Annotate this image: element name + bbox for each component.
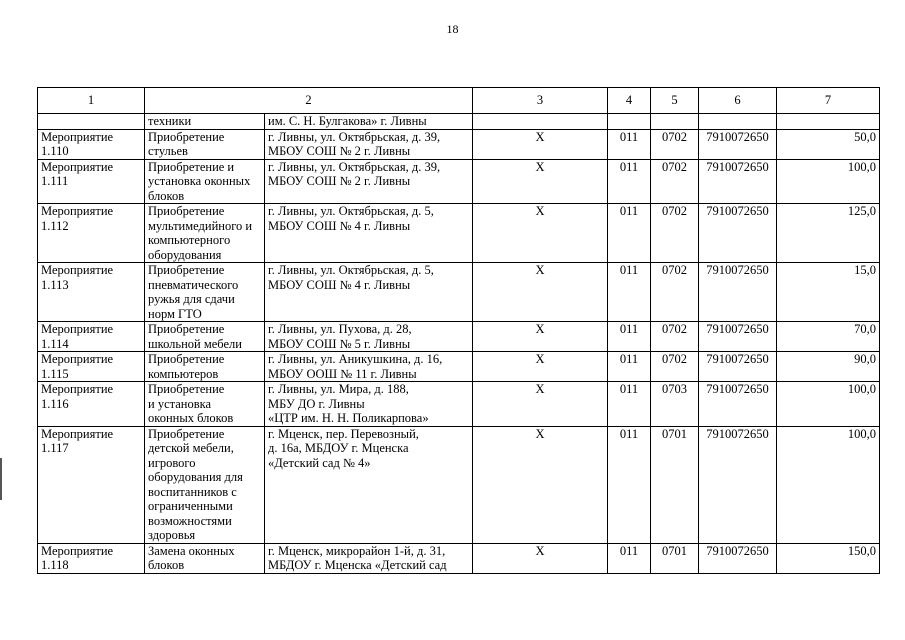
- measure-name-cell-line: возможностями: [148, 513, 232, 528]
- col4-cell: 011: [608, 382, 651, 427]
- continuation-row: [38, 114, 880, 130]
- measure-place-cell: [265, 129, 473, 159]
- measure-name-cell-line: блоков: [148, 558, 185, 572]
- col6-cell: 7910072650: [699, 322, 777, 352]
- measure-name-cell: [145, 263, 265, 322]
- col3-cell: Х: [473, 543, 608, 573]
- table-row: [38, 382, 880, 427]
- col5-cell: 0703: [651, 382, 699, 427]
- continuation-cell-1: [38, 114, 145, 130]
- measure-label-cell: [38, 322, 145, 352]
- continuation-cell-7: [777, 114, 880, 130]
- amount-cell: 125,0: [777, 204, 880, 263]
- table-row: [38, 322, 880, 352]
- header-col-7: 7: [777, 88, 880, 114]
- header-col-3: 3: [473, 88, 608, 114]
- measure-place-cell-line: г. Ливны, ул. Аникушкина, д. 16,: [268, 352, 443, 366]
- col4-cell: 011: [608, 159, 651, 204]
- measure-place-cell-line: МБОУ СОШ № 4 г. Ливны: [268, 277, 411, 292]
- measure-place-cell-line: МБОУ СОШ № 4 г. Ливны: [268, 218, 411, 233]
- col3-cell: Х: [473, 263, 608, 322]
- measure-name-cell: [145, 159, 265, 204]
- measure-name-cell: [145, 352, 265, 382]
- table-row: [38, 263, 880, 322]
- table-row: [38, 204, 880, 263]
- measures-table: [37, 87, 880, 574]
- measure-label-cell-line: Мероприятие: [41, 426, 114, 441]
- measure-place-cell-line: д. 16а, МБДОУ г. Мценска: [268, 441, 409, 455]
- amount-cell: 100,0: [777, 382, 880, 427]
- measure-name-cell: [145, 382, 265, 427]
- measure-name-cell: [145, 204, 265, 263]
- col5-cell: 0701: [651, 543, 699, 573]
- amount-cell: 70,0: [777, 322, 880, 352]
- measure-place-cell-line: г. Ливны, ул. Октябрьская, д. 5,: [268, 204, 434, 218]
- measure-place-cell-line: г. Мценск, микрорайон 1-й, д. 31,: [268, 543, 446, 558]
- col3-cell: Х: [473, 352, 608, 382]
- measure-place-cell-line: г. Ливны, ул. Октябрьская, д. 39,: [268, 159, 441, 174]
- measure-place-cell-line: г. Ливны, ул. Октябрьская, д. 39,: [268, 129, 441, 144]
- measure-label-cell-line: Мероприятие: [41, 263, 114, 277]
- header-col-6: 6: [699, 88, 777, 114]
- col3-cell: Х: [473, 426, 608, 543]
- measure-name-cell-line: установка оконных: [148, 174, 251, 188]
- col4-cell: 011: [608, 543, 651, 573]
- amount-cell: 100,0: [777, 159, 880, 204]
- measure-label-cell: [38, 129, 145, 159]
- measure-name-cell-line: Приобретение: [148, 129, 225, 144]
- measure-place-cell-line: МБОУ СОШ № 5 г. Ливны: [268, 336, 411, 351]
- measure-place-cell: [265, 159, 473, 204]
- col4-cell: 011: [608, 129, 651, 159]
- table-row: [38, 352, 880, 382]
- measure-name-cell-line: детской мебели,: [148, 441, 234, 455]
- amount-cell: 15,0: [777, 263, 880, 322]
- measure-label-cell-line: Мероприятие: [41, 382, 114, 396]
- col6-cell: 7910072650: [699, 263, 777, 322]
- measure-name-cell-line: компьютеров: [148, 366, 219, 381]
- measure-name-cell-line: Приобретение и: [148, 159, 235, 174]
- measure-name-cell: [145, 543, 265, 573]
- col3-cell: Х: [473, 159, 608, 204]
- continuation-cell-place: им. С. Н. Булгакова» г. Ливны: [265, 114, 473, 130]
- col3-cell: Х: [473, 322, 608, 352]
- measure-place-cell: [265, 382, 473, 427]
- col4-cell: 011: [608, 322, 651, 352]
- col5-cell: 0702: [651, 263, 699, 322]
- measure-name-cell-line: ружья для сдачи: [148, 292, 235, 306]
- measure-label-cell: [38, 263, 145, 322]
- header-col-4: 4: [608, 88, 651, 114]
- measure-name-cell-line: воспитанников с: [148, 484, 237, 499]
- measure-name-cell-line: норм ГТО: [148, 306, 202, 321]
- table-row: [38, 543, 880, 573]
- page-number: 18: [446, 22, 459, 36]
- measure-label-cell: [38, 204, 145, 263]
- table-row: [38, 159, 880, 204]
- measure-label-cell-line: 1.113: [41, 277, 69, 292]
- continuation-cell-6: [699, 114, 777, 130]
- col6-cell: 7910072650: [699, 159, 777, 204]
- header-col-1: 1: [38, 88, 145, 114]
- measure-name-cell-line: стульев: [148, 144, 188, 158]
- measure-label-cell-line: 1.117: [41, 441, 69, 455]
- measure-place-cell-line: г. Ливны, ул. Мира, д. 188,: [268, 382, 409, 396]
- col4-cell: 011: [608, 426, 651, 543]
- table-row: [38, 129, 880, 159]
- measure-label-cell-line: 1.114: [41, 336, 69, 351]
- measure-place-cell-line: МБОУ ООШ № 11 г. Ливны: [268, 366, 417, 381]
- continuation-cell-3: [473, 114, 608, 130]
- measure-name-cell-line: блоков: [148, 188, 185, 203]
- measure-label-cell-line: Мероприятие: [41, 352, 114, 366]
- measure-label-cell-line: Мероприятие: [41, 322, 114, 336]
- measure-name-cell-line: Приобретение: [148, 382, 225, 396]
- col4-cell: 011: [608, 204, 651, 263]
- col6-cell: 7910072650: [699, 204, 777, 263]
- measure-name-cell: [145, 129, 265, 159]
- header-col-5: 5: [651, 88, 699, 114]
- measure-place-cell-line: МБДОУ г. Мценска «Детский сад: [268, 558, 447, 572]
- measure-place-cell-line: МБУ ДО г. Ливны: [268, 396, 365, 411]
- measure-name-cell-line: здоровья: [148, 528, 196, 542]
- measure-name-cell-line: Приобретение: [148, 322, 225, 336]
- measure-name-cell-line: школьной мебели: [148, 336, 242, 351]
- col3-cell: Х: [473, 204, 608, 263]
- col3-cell: Х: [473, 129, 608, 159]
- measure-label-cell-line: 1.118: [41, 558, 69, 572]
- col5-cell: 0702: [651, 159, 699, 204]
- col5-cell: 0702: [651, 352, 699, 382]
- measure-name-cell-line: Приобретение: [148, 204, 225, 218]
- col5-cell: 0702: [651, 204, 699, 263]
- margin-mark: [0, 458, 2, 500]
- measure-name-cell-line: Замена оконных: [148, 543, 235, 558]
- header-row: [38, 88, 880, 114]
- col6-cell: 7910072650: [699, 129, 777, 159]
- measure-label-cell-line: Мероприятие: [41, 204, 114, 218]
- measure-name-cell-line: Приобретение: [148, 263, 225, 277]
- measure-name-cell-line: мультимедийного и: [148, 218, 253, 233]
- table-row: [38, 426, 880, 543]
- measure-label-cell-line: Мероприятие: [41, 543, 114, 558]
- col5-cell: 0702: [651, 322, 699, 352]
- measure-label-cell-line: 1.111: [41, 174, 69, 188]
- col5-cell: 0702: [651, 129, 699, 159]
- measure-place-cell: [265, 352, 473, 382]
- measure-place-cell: [265, 543, 473, 573]
- amount-cell: 100,0: [777, 426, 880, 543]
- measure-name-cell: [145, 322, 265, 352]
- measure-name-cell-line: оборудования: [148, 247, 222, 262]
- measure-name-cell-line: оборудования для: [148, 470, 243, 484]
- measure-place-cell-line: МБОУ СОШ № 2 г. Ливны: [268, 174, 411, 188]
- amount-cell: 150,0: [777, 543, 880, 573]
- measure-place-cell: [265, 322, 473, 352]
- measure-place-cell-line: «ЦТР им. Н. Н. Поликарпова»: [268, 411, 429, 425]
- measure-label-cell-line: Мероприятие: [41, 129, 114, 144]
- measure-name-cell-line: Приобретение: [148, 352, 225, 366]
- measure-label-cell: [38, 382, 145, 427]
- measure-place-cell: [265, 426, 473, 543]
- measure-name-cell-line: и установка: [148, 396, 212, 411]
- amount-cell: 90,0: [777, 352, 880, 382]
- measure-name-cell-line: Приобретение: [148, 426, 225, 441]
- measure-label-cell-line: Мероприятие: [41, 159, 114, 174]
- measure-place-cell-line: г. Ливны, ул. Октябрьская, д. 5,: [268, 263, 434, 277]
- continuation-cell-4: [608, 114, 651, 130]
- col6-cell: 7910072650: [699, 426, 777, 543]
- measure-name-cell-line: компьютерного: [148, 233, 231, 247]
- measure-name-cell-line: пневматического: [148, 277, 239, 292]
- continuation-cell-5: [651, 114, 699, 130]
- amount-cell: 50,0: [777, 129, 880, 159]
- measure-name-cell-line: оконных блоков: [148, 411, 234, 425]
- measure-label-cell: [38, 352, 145, 382]
- measure-place-cell-line: г. Ливны, ул. Пухова, д. 28,: [268, 322, 412, 336]
- measure-name-cell-line: игрового: [148, 455, 196, 470]
- measure-label-cell-line: 1.112: [41, 218, 69, 233]
- measure-label-cell: [38, 426, 145, 543]
- col3-cell: Х: [473, 382, 608, 427]
- col4-cell: 011: [608, 352, 651, 382]
- col4-cell: 011: [608, 263, 651, 322]
- measure-label-cell-line: 1.110: [41, 144, 69, 158]
- measure-label-cell-line: 1.115: [41, 366, 69, 381]
- col6-cell: 7910072650: [699, 352, 777, 382]
- measure-name-cell: [145, 426, 265, 543]
- col5-cell: 0701: [651, 426, 699, 543]
- col6-cell: 7910072650: [699, 543, 777, 573]
- measure-place-cell: [265, 263, 473, 322]
- measure-place-cell-line: г. Мценск, пер. Перевозный,: [268, 426, 419, 441]
- measure-label-cell: [38, 159, 145, 204]
- continuation-cell-name: техники: [145, 114, 265, 130]
- measure-label-cell: [38, 543, 145, 573]
- measure-place-cell-line: «Детский сад № 4»: [268, 455, 371, 470]
- measure-label-cell-line: 1.116: [41, 396, 69, 411]
- measure-place-cell-line: МБОУ СОШ № 2 г. Ливны: [268, 144, 411, 158]
- measure-name-cell-line: ограниченными: [148, 499, 233, 513]
- col6-cell: 7910072650: [699, 382, 777, 427]
- header-col-2: 2: [145, 88, 473, 114]
- measure-place-cell: [265, 204, 473, 263]
